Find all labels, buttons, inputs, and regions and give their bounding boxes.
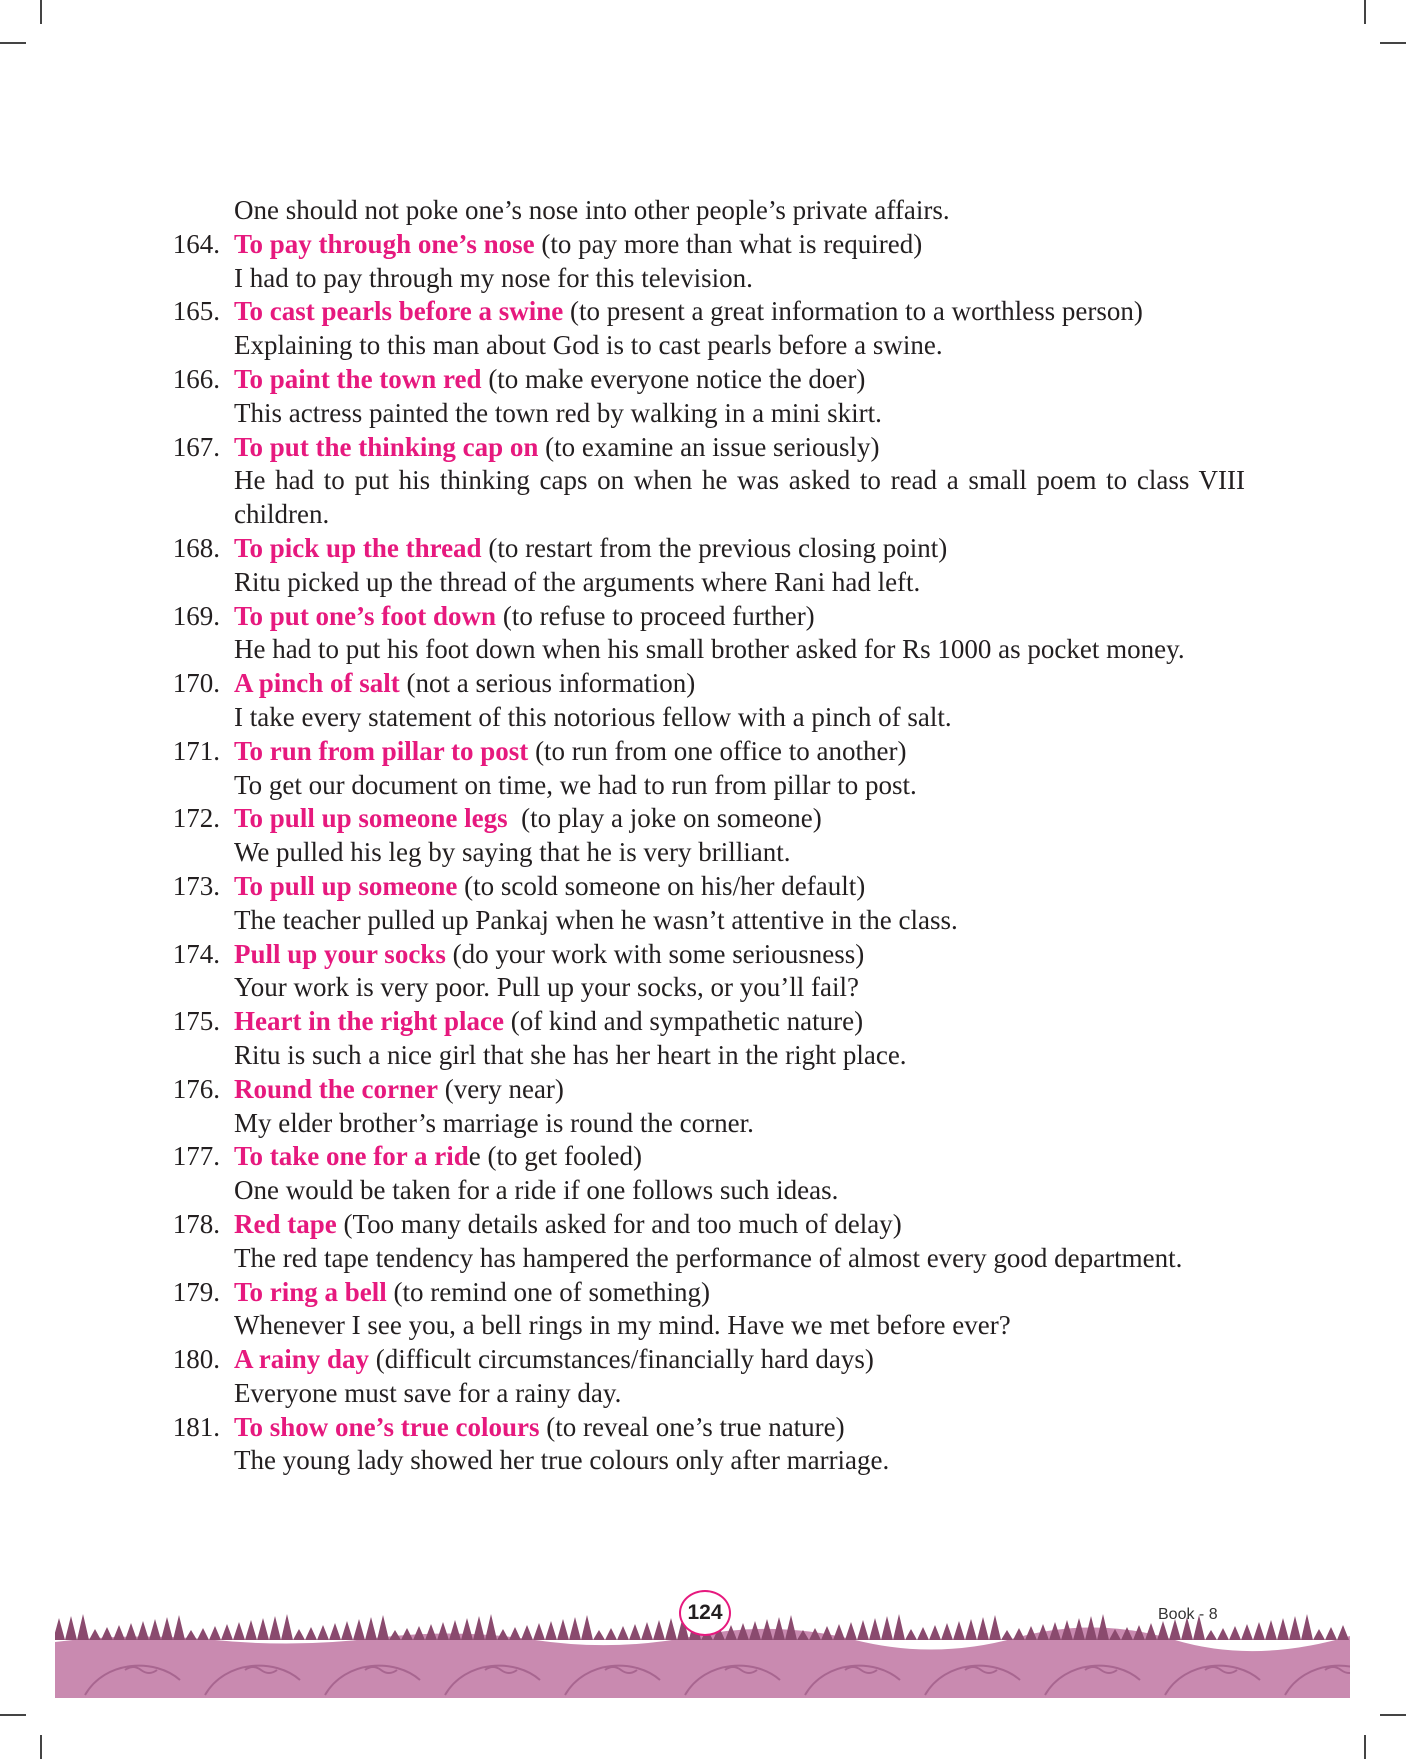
tree	[593, 1630, 605, 1640]
entry-number: 171.	[172, 735, 220, 766]
idiom-meaning: (do your work with some seriousness)	[445, 938, 865, 969]
tree	[161, 1617, 173, 1640]
tree	[653, 1620, 665, 1640]
idiom-phrase: To pull up someone legs	[234, 803, 508, 834]
idiom-entry	[160, 667, 1245, 735]
tree	[353, 1619, 365, 1640]
tree	[521, 1625, 533, 1640]
entry-number: 166.	[172, 363, 220, 394]
idiom-phrase: Red tape	[234, 1208, 337, 1239]
idiom-entry	[160, 870, 1245, 938]
entry-heading	[234, 667, 1245, 701]
idiom-entry	[160, 735, 1245, 803]
idiom-phrase: To pick up the thread	[234, 532, 482, 563]
crop-mark	[0, 1714, 26, 1716]
idiom-meaning: (to present a great information to a worthless person)	[563, 296, 1143, 327]
idiom-entry	[160, 1276, 1245, 1344]
tree	[473, 1616, 485, 1640]
tree	[173, 1615, 185, 1640]
idiom-phrase: To ring a bell	[234, 1276, 387, 1307]
tree	[509, 1627, 521, 1640]
entry-heading	[234, 1276, 1245, 1310]
idiom-phrase: To pull up someone	[234, 870, 458, 901]
tree	[257, 1618, 269, 1640]
tree	[65, 1616, 77, 1640]
example-sentence: To get our document on time, we had to run from pillar to post.	[234, 769, 917, 800]
tree	[461, 1618, 473, 1640]
idiom-phrase: Heart in the right place	[234, 1006, 504, 1037]
idiom-entry	[160, 532, 1245, 600]
idiom-entry	[160, 802, 1245, 870]
tree	[1301, 1614, 1313, 1640]
example-sentence: We pulled his leg by saying that he is very brilliant.	[234, 837, 791, 868]
tree	[449, 1620, 461, 1640]
tree	[55, 1618, 65, 1640]
tree	[1025, 1626, 1037, 1640]
idiom-phrase: To run from pillar to post	[234, 735, 529, 766]
entry-number: 173.	[172, 870, 220, 901]
tree	[485, 1614, 497, 1640]
idiom-meaning: (Too many details asked for and too much of delay)	[336, 1208, 902, 1239]
tree	[833, 1624, 845, 1640]
tree	[533, 1623, 545, 1640]
tree	[1217, 1628, 1229, 1640]
tree	[1253, 1622, 1265, 1640]
tree	[869, 1618, 881, 1640]
tree	[929, 1625, 941, 1640]
example-sentence: Explaining to this man about God is to cast pearls before a swine.	[234, 330, 943, 361]
entry-number: 174.	[172, 938, 220, 969]
tree	[89, 1629, 101, 1640]
tree	[149, 1619, 161, 1640]
tree	[857, 1620, 869, 1640]
idiom-meaning: (to run from one office to another)	[528, 735, 907, 766]
example-sentence: He had to put his thinking caps on when he was asked to read a small poem to class VIII children.	[234, 465, 1245, 530]
tree	[557, 1619, 569, 1640]
idiom-entry	[160, 1073, 1245, 1141]
tree	[221, 1624, 233, 1640]
tree	[569, 1617, 581, 1640]
entry-heading	[234, 802, 1245, 836]
tree	[581, 1615, 593, 1640]
entry-number: 178.	[172, 1208, 220, 1239]
crop-mark	[40, 1735, 42, 1759]
example-sentence: Ritu picked up the thread of the arguments where Rani had left.	[234, 566, 921, 597]
tree	[989, 1615, 1001, 1640]
tree	[137, 1621, 149, 1640]
entry-heading	[234, 431, 1245, 465]
entry-number: 179.	[172, 1276, 220, 1307]
idiom-phrase: To take one for a rid	[234, 1141, 469, 1172]
tree	[125, 1623, 137, 1640]
idiom-phrase: To cast pearls before a swine	[234, 296, 564, 327]
idiom-meaning: (to examine an issue seriously)	[538, 431, 880, 462]
entry-heading	[234, 938, 1245, 972]
tree	[113, 1625, 125, 1640]
entry-number: 165.	[172, 296, 220, 327]
example-sentence: Your work is very poor. Pull up your socks, or you’ll fail?	[234, 972, 859, 1003]
crop-mark	[1380, 1714, 1406, 1716]
idiom-phrase: To pay through one’s nose	[234, 228, 535, 259]
idiom-entry	[160, 1343, 1245, 1411]
tree	[1001, 1630, 1013, 1640]
idiom-meaning: (to refuse to proceed further)	[496, 600, 815, 631]
idiom-meaning: (to remind one of something)	[386, 1276, 710, 1307]
tree	[365, 1617, 377, 1640]
tree	[77, 1614, 89, 1640]
tree	[305, 1627, 317, 1640]
entry-number: 167.	[172, 431, 220, 462]
entry-number: 169.	[172, 600, 220, 631]
entry-number: 172.	[172, 803, 220, 834]
idiom-meaning: (to make everyone notice the doer)	[481, 363, 866, 394]
tree	[281, 1614, 293, 1640]
tree	[905, 1629, 917, 1640]
idiom-entry	[160, 431, 1245, 532]
tree	[641, 1622, 653, 1640]
idiom-phrase: A pinch of salt	[234, 668, 400, 699]
tree	[197, 1628, 209, 1640]
tree	[329, 1623, 341, 1640]
idiom-phrase: Pull up your socks	[234, 938, 446, 969]
tree	[917, 1627, 929, 1640]
crop-mark	[1364, 1735, 1366, 1759]
tree	[413, 1626, 425, 1640]
idiom-meaning: (not a serious information)	[399, 668, 696, 699]
entry-heading	[234, 1073, 1245, 1107]
book-label: Book - 8	[1158, 1606, 1218, 1623]
tree	[665, 1618, 677, 1640]
idiom-list	[160, 194, 1245, 1478]
tree	[341, 1621, 353, 1640]
idiom-meaning: (to scold someone on his/her default)	[457, 870, 866, 901]
example-sentence: He had to put his foot down when his small brother asked for Rs 1000 as pocket money.	[234, 634, 1185, 665]
tree	[1241, 1624, 1253, 1640]
page-number: 124	[679, 1590, 731, 1636]
idiom-entry	[160, 295, 1245, 363]
entry-number: 176.	[172, 1073, 220, 1104]
idiom-phrase: To paint the town red	[234, 363, 482, 394]
tree	[1337, 1625, 1349, 1640]
idiom-meaning: (to restart from the previous closing point)	[481, 532, 948, 563]
example-sentence: The teacher pulled up Pankaj when he wasn’t attentive in the class.	[234, 904, 958, 935]
tree	[1277, 1618, 1289, 1640]
example-sentence: I had to pay through my nose for this television.	[234, 262, 753, 293]
entry-number: 177.	[172, 1141, 220, 1172]
example-sentence: I take every statement of this notorious fellow with a pinch of salt.	[234, 701, 952, 732]
entry-heading	[234, 532, 1245, 566]
entry-heading	[234, 228, 1245, 262]
intro-sentence: One should not poke one’s nose into other people’s private affairs.	[234, 195, 950, 225]
tree	[1229, 1626, 1241, 1640]
tree	[269, 1616, 281, 1640]
tree	[377, 1615, 389, 1640]
example-sentence: The red tape tendency has hampered the performance of almost every good department.	[234, 1242, 1183, 1273]
example-sentence: Ritu is such a nice girl that she has her heart in the right place.	[234, 1039, 907, 1070]
tree	[1145, 1623, 1157, 1640]
tree	[233, 1622, 245, 1640]
idiom-meaning: (to pay more than what is required)	[534, 228, 923, 259]
tree	[629, 1624, 641, 1640]
tree	[317, 1625, 329, 1640]
tree	[1205, 1630, 1217, 1640]
tree	[1289, 1616, 1301, 1640]
entry-number: 164.	[172, 228, 220, 259]
entry-heading	[234, 295, 1245, 329]
idiom-entry	[160, 600, 1245, 668]
tree	[1097, 1614, 1109, 1640]
tree	[605, 1628, 617, 1640]
entry-heading	[234, 363, 1245, 397]
entry-heading	[234, 1005, 1245, 1039]
entry-number: 170.	[172, 668, 220, 699]
entry-heading	[234, 1140, 1245, 1174]
tree	[437, 1622, 449, 1640]
tree	[209, 1626, 221, 1640]
tree	[893, 1614, 905, 1640]
example-sentence: This actress painted the town red by walking in a mini skirt.	[234, 397, 882, 428]
tree	[389, 1630, 401, 1640]
idiom-phrase: To show one’s true colours	[234, 1411, 540, 1442]
example-sentence: My elder brother’s marriage is round the corner.	[234, 1107, 754, 1138]
tree	[1013, 1628, 1025, 1640]
idiom-meaning: (of kind and sympathetic nature)	[503, 1006, 864, 1037]
idiom-entry	[160, 938, 1245, 1006]
idiom-meaning: e (to get fooled)	[468, 1141, 642, 1172]
idiom-entry	[160, 363, 1245, 431]
tree	[1325, 1627, 1337, 1640]
crop-mark	[40, 0, 42, 24]
tree	[101, 1627, 113, 1640]
tree	[545, 1621, 557, 1640]
tree	[497, 1629, 509, 1640]
entry-heading	[234, 870, 1245, 904]
idiom-entry	[160, 1140, 1245, 1208]
crop-mark	[1380, 42, 1406, 44]
tree	[185, 1630, 197, 1640]
tree	[245, 1620, 257, 1640]
tree	[617, 1626, 629, 1640]
tree	[953, 1621, 965, 1640]
entry-heading	[234, 1343, 1245, 1377]
idiom-phrase: To put one’s foot down	[234, 600, 497, 631]
tree	[401, 1628, 413, 1640]
intro-entry	[160, 194, 1245, 228]
tree	[845, 1622, 857, 1640]
tree	[881, 1616, 893, 1640]
entry-heading	[234, 735, 1245, 769]
tree	[1313, 1629, 1325, 1640]
idiom-meaning: (difficult circumstances/financially hard days)	[369, 1344, 874, 1375]
idiom-phrase: To put the thinking cap on	[234, 431, 539, 462]
idiom-entry	[160, 1005, 1245, 1073]
entry-heading	[234, 1208, 1245, 1242]
entry-number: 175.	[172, 1006, 220, 1037]
crop-mark	[1364, 0, 1366, 24]
idiom-meaning: (to play a joke on someone)	[507, 803, 822, 834]
tree	[965, 1619, 977, 1640]
idiom-phrase: A rainy day	[234, 1344, 370, 1375]
tree	[941, 1623, 953, 1640]
tree	[785, 1615, 797, 1640]
tree	[425, 1624, 437, 1640]
idiom-phrase: Round the corner	[234, 1073, 438, 1104]
tree	[821, 1626, 833, 1640]
tree	[1265, 1620, 1277, 1640]
entries-container	[160, 228, 1245, 1478]
example-sentence: The young lady showed her true colours only after marriage.	[234, 1445, 890, 1476]
idiom-entry	[160, 1411, 1245, 1479]
entry-number: 181.	[172, 1411, 220, 1442]
tree	[977, 1617, 989, 1640]
idiom-meaning: (very near)	[438, 1073, 564, 1104]
idiom-entry	[160, 228, 1245, 296]
idiom-entry	[160, 1208, 1245, 1276]
example-sentence: Everyone must save for a rainy day.	[234, 1377, 622, 1408]
entry-heading	[234, 1411, 1245, 1445]
example-sentence: One would be taken for a ride if one follows such ideas.	[234, 1175, 839, 1206]
idiom-meaning: (to reveal one’s true nature)	[539, 1411, 845, 1442]
example-sentence: Whenever I see you, a bell rings in my mind. Have we met before ever?	[234, 1310, 1011, 1341]
tree	[773, 1617, 785, 1640]
entry-number: 180.	[172, 1344, 220, 1375]
crop-mark	[0, 42, 26, 44]
tree	[293, 1629, 305, 1640]
entry-heading	[234, 600, 1245, 634]
entry-number: 168.	[172, 532, 220, 563]
